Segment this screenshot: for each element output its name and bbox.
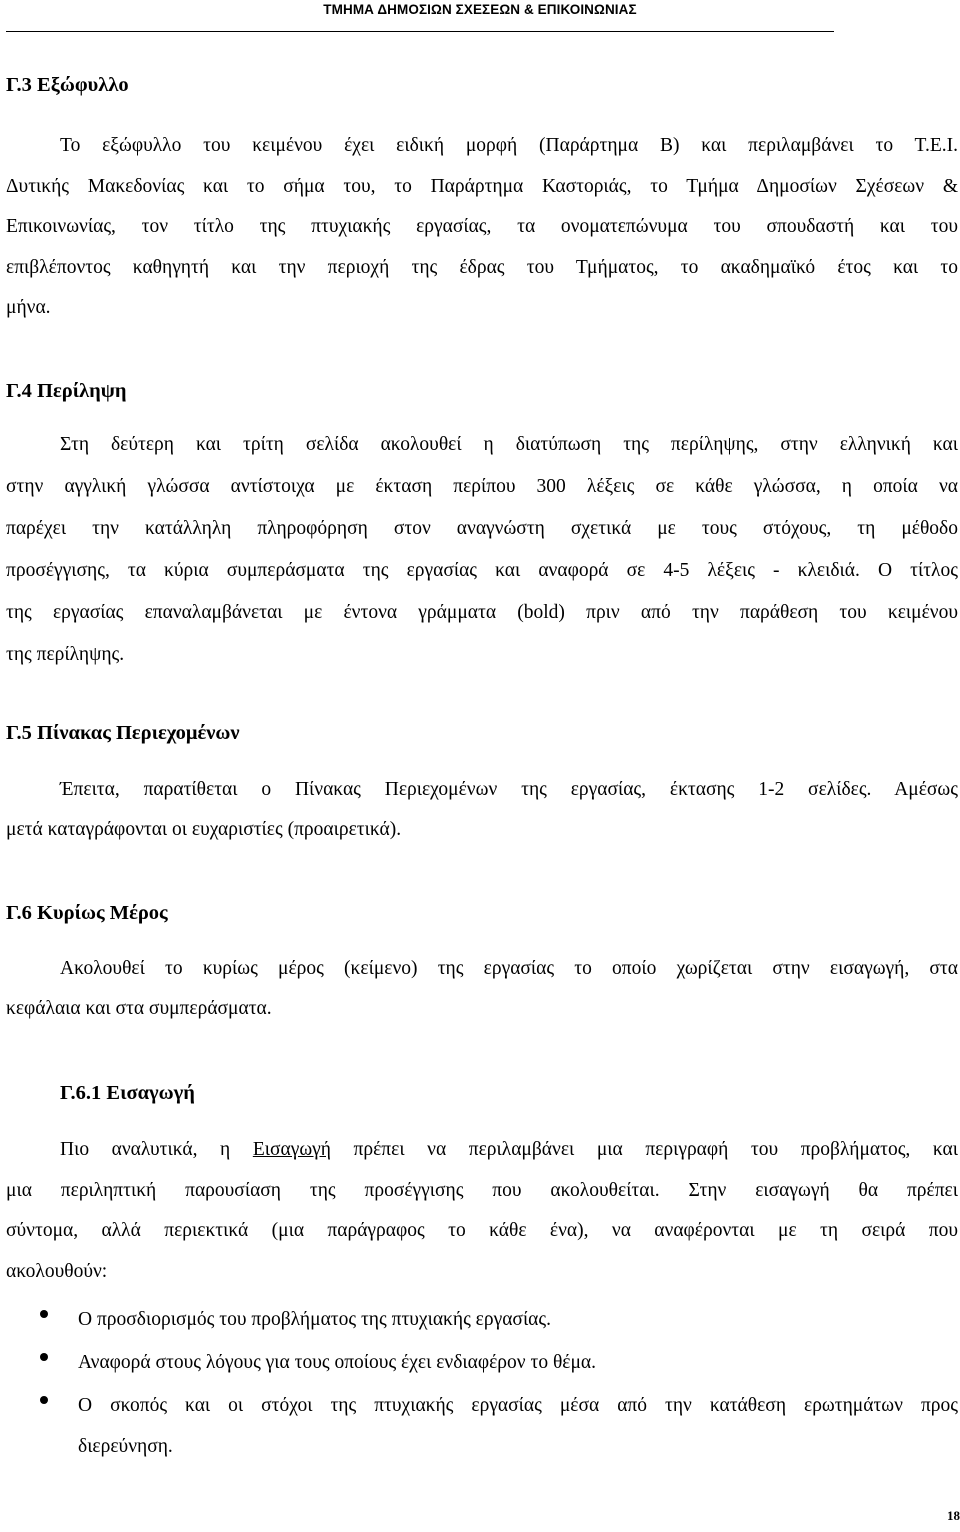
bullet-icon [40, 1353, 48, 1361]
text-line: επιβλέποντος καθηγητή και την περιοχή της έδρας του Τμήματος, το ακαδημαϊκό έτος και το [6, 256, 958, 278]
list-item [78, 1385, 958, 1467]
header-rule [6, 31, 834, 32]
text-fragment: πρέπει να περιλαμβάνει μια περιγραφή του προβλήματος, και [330, 1139, 958, 1160]
text-line: μήνα. [6, 297, 51, 318]
text-line: Ο σκοπός και οι στόχοι της πτυχιακής εργασίας μέσα από την κατάθεση ερωτημάτων προς [78, 1395, 958, 1416]
text-line: Έπειτα, παρατίθεται ο Πίνακας Περιεχομένων της εργασίας, έκτασης 1-2 σελίδες. Αμέσως [60, 779, 958, 800]
text-line: Το εξώφυλλο του κειμένου έχει ειδική μορφή (Παράρτημα Β) και περιλαμβάνει το Τ.Ε.Ι. [60, 135, 958, 156]
text-line: της εργασίας επαναλαμβάνεται με έντονα γράμματα (bold) πριν από την παράθεση του κειμένου [6, 602, 958, 623]
text-line [6, 1130, 958, 1171]
bullet-icon [40, 1310, 48, 1318]
text-line: της περίληψης. [6, 644, 125, 665]
text-line: μετά καταγράφονται οι ευχαριστίες (προαιρετικά). [6, 819, 402, 840]
underlined-term: Εισαγωγή [252, 1139, 331, 1160]
text-line: Επικοινωνίας, τον τίτλο της πτυχιακής εργασίας, τα ονοματεπώνυμα του σπουδαστή και του [6, 216, 958, 237]
paragraph-intro [6, 1130, 958, 1292]
paragraph-cover [6, 126, 958, 329]
paragraph-main [6, 949, 958, 1029]
text-fragment: Πιο αναλυτικά, η [60, 1139, 253, 1160]
text-line: κεφάλαια και στα συμπεράσματα. [6, 998, 272, 1019]
text-line: στην αγγλική γλώσσα αντίστοιχα με έκταση περίπου 300 λέξεις σε κάθε γλώσσα, η οποία να [6, 476, 958, 497]
text-line: ακολουθούν: [6, 1260, 108, 1282]
list-item [78, 1343, 958, 1383]
text-line: παρέχει την κατάλληλη πληροφόρηση στον αναγνώστη σχετικά με τους στόχους, τη μέθοδο [6, 518, 958, 539]
text-line: Στη δεύτερη και τρίτη σελίδα ακολουθεί η διατύπωση της περίληψης, στην ελληνική και [60, 434, 958, 455]
list-item [78, 1300, 958, 1340]
section-heading-main: Γ.6 Κυρίως Μέρος [6, 902, 168, 924]
text-line: σύντομα, αλλά περιεκτικά (μια παράγραφος το κάθε ένα), να αναφέρονται με τη σειρά που [6, 1220, 958, 1241]
text-line: μια περιληπτική παρουσίαση της προσέγγισης που ακολουθείται. Στην εισαγωγή θα πρέπει [6, 1179, 958, 1201]
bullet-icon [40, 1396, 48, 1404]
section-heading-summary: Γ.4 Περίληψη [6, 380, 127, 402]
page-number: 18 [947, 1508, 960, 1523]
text-line: προσέγγισης, τα κύρια συμπεράσματα της εργασίας και αναφορά σε 4-5 λέξεις - κλειδιά. Ο τίτλος [6, 560, 958, 581]
text-line: Ο προσδιορισμός του προβλήματος της πτυχιακής εργασίας. [78, 1309, 551, 1330]
text-line: Ακολουθεί το κυρίως μέρος (κείμενο) της εργασίας το οποίο χωρίζεται στην εισαγωγή, στα [60, 958, 958, 979]
text-line: Αναφορά στους λόγους για τους οποίους έχει ενδιαφέρον το θέμα. [78, 1352, 597, 1373]
text-line: Δυτικής Μακεδονίας και το σήμα του, το Παράρτημα Καστοριάς, το Τμήμα Δημοσίων Σχέσεων & [6, 175, 958, 197]
subsection-heading-intro: Γ.6.1 Εισαγωγή [60, 1082, 195, 1104]
paragraph-toc [6, 770, 958, 850]
running-header: ΤΜΗΜΑ ΔΗΜΟΣΙΩΝ ΣΧΕΣΕΩΝ & ΕΠΙΚΟΙΝΩΝΙΑΣ [323, 2, 637, 17]
text-line: διερεύνηση. [78, 1436, 173, 1457]
section-heading-cover: Γ.3 Εξώφυλλο [6, 74, 129, 96]
section-heading-toc: Γ.5 Πίνακας Περιεχομένων [6, 722, 240, 744]
paragraph-summary [6, 424, 958, 676]
